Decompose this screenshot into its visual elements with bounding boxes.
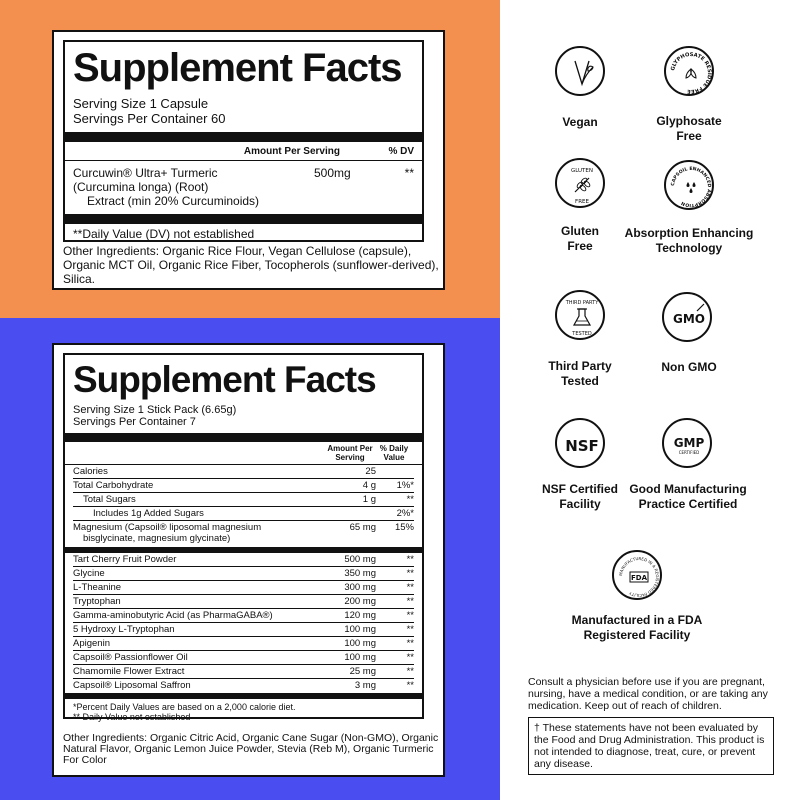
ingredient-row	[73, 623, 414, 637]
ingredient-row	[73, 679, 414, 692]
fda-disclaimer: † These statements have not been evaluated by the Food and Drug Administration. This product is not intended to diagnose, treat, cure, or prevent any disease.	[528, 717, 774, 775]
droplets-icon	[666, 162, 716, 212]
serving-size: Serving Size 1 Capsule	[73, 96, 209, 111]
thin-rule	[65, 160, 422, 161]
ingredient-dv: **	[406, 624, 414, 635]
non-gmo-badge	[662, 292, 712, 342]
footnote: **Daily Value (DV) not established	[73, 227, 255, 241]
ingredient-name: Capsoil® Liposomal Saffron	[73, 680, 191, 691]
glyphosate-label-line1: Glyphosate	[656, 114, 722, 128]
ingredient-dv: **	[404, 166, 414, 180]
nutrient-amount: 4 g	[362, 480, 376, 491]
ingredient-amount: 100 mg	[344, 624, 376, 635]
third-party-label-line2: Tested	[561, 374, 599, 388]
glyphosate-free-badge	[664, 46, 714, 96]
ingredient-row	[73, 166, 414, 208]
gmp-mark: GMP	[673, 436, 705, 450]
ingredient-row	[73, 637, 414, 651]
leaf-pair-icon	[666, 48, 716, 98]
ingredient-dv: **	[406, 666, 414, 677]
nutrient-name: Includes 1g Added Sugars	[93, 508, 204, 519]
gmp-badge	[662, 418, 712, 468]
nsf-label-line2: Facility	[559, 497, 601, 511]
nutrient-name: Total Sugars	[83, 494, 136, 505]
ingredient-row	[73, 665, 414, 679]
nutrient-dv: 2%*	[396, 508, 414, 519]
panel-title: Supplement Facts	[73, 359, 376, 400]
ingredient-amount: 200 mg	[344, 596, 376, 607]
fda-badge	[612, 550, 662, 600]
ingredient-row	[73, 581, 414, 595]
ingredient-name: Tart Cherry Fruit Powder	[73, 554, 177, 565]
nutrient-name: Magnesium (Capsoil® liposomal magnesium	[73, 522, 262, 533]
no-gmo-icon	[664, 294, 714, 344]
fda-icon	[614, 552, 664, 602]
ingredient-dv: **	[406, 638, 414, 649]
ingredient-name-line3: Extract (min 20% Curcuminoids)	[87, 194, 260, 208]
fda-label-line1: Manufactured in a FDA	[571, 613, 703, 627]
amount-header: Amount Per Serving	[243, 146, 340, 157]
nutrient-row	[73, 507, 414, 521]
ingredient-dv: **	[406, 610, 414, 621]
gmp-label	[613, 482, 763, 512]
footnote-dv: *Percent Daily Values are based on a 2,000 calorie diet.	[73, 702, 296, 712]
footnote-not-established: ** Daily Value not established	[73, 712, 191, 722]
ingredient-dv: **	[406, 568, 414, 579]
servings-per-container: Servings Per Container 60	[73, 111, 226, 126]
gmp-label-line1: Good Manufacturing	[629, 482, 747, 496]
gluten-label-line2: Free	[567, 239, 593, 253]
nsf-label-line1: NSF Certified	[541, 482, 618, 496]
gmp-label-line2: Practice Certified	[638, 497, 738, 511]
ingredient-row	[73, 595, 414, 609]
ingredient-row	[73, 609, 414, 623]
wheat-icon	[557, 160, 607, 210]
facts-box	[63, 353, 424, 722]
ring-text: CAPSOIL ENHANCED ABSORPTION	[670, 166, 712, 208]
thick-rule	[65, 214, 422, 224]
nutrient-dv	[382, 466, 414, 477]
ingredient-dv: **	[406, 652, 414, 663]
nutrient-row	[73, 479, 414, 493]
svg-text:CAPSOIL ENHANCED ABSORPTION	[670, 166, 712, 208]
nutrient-amount: 1 g	[362, 494, 376, 505]
nutrient-dv: 1%*	[396, 480, 414, 491]
leaf-icon	[557, 48, 607, 98]
nsf-mark: NSF	[565, 437, 599, 455]
fda-mark: FDA	[630, 574, 648, 582]
amount-header: Amount Per Serving	[327, 444, 373, 462]
ring-text: MANUFACTURED IN A REGISTERED FACILITY	[617, 555, 661, 599]
nsf-icon	[557, 420, 607, 470]
gmo-mark: GMO	[673, 312, 705, 326]
glyphosate-label-line2: Free	[676, 129, 702, 143]
dv-header: % Daily Value	[379, 444, 409, 462]
ingredient-name: Apigenin	[73, 638, 110, 649]
ingredient-name: L-Theanine	[73, 582, 122, 593]
consult-warning: Consult a physician before use if you are pregnant, nursing, have a medical condition, or are taking any medication. Keep out of reach of children.	[528, 676, 768, 712]
ingredient-name: Tryptophan	[73, 596, 121, 607]
ingredient-amount: 500mg	[314, 166, 351, 180]
other-ingredients: Other Ingredients: Organic Citric Acid, Organic Cane Sugar (Non-GMO), Organic Natural Flavor, Organic Lemon Juice Powder, Stevia (Reb M), Organic Turmeric For Color	[63, 732, 439, 766]
ingredient-name: Chamomile Flower Extract	[73, 666, 185, 677]
ingredient-dv: **	[406, 582, 414, 593]
ingredient-amount: 300 mg	[344, 582, 376, 593]
ingredient-name: Glycine	[73, 568, 105, 579]
ingredient-amount: 100 mg	[344, 652, 376, 663]
ring-bottom-text: TESTED	[572, 331, 592, 337]
ingredient-row	[73, 567, 414, 581]
ingredient-name-line2: (Curcumina longa) (Root)	[73, 180, 209, 194]
flask-icon	[557, 292, 607, 342]
ingredient-amount: 500 mg	[344, 554, 376, 565]
supplement-facts-panel-capsule	[52, 30, 445, 290]
vegan-label: Vegan	[562, 115, 598, 129]
servings-per-container: Servings Per Container 7	[73, 416, 196, 428]
fda-label-line2: Registered Facility	[583, 628, 691, 642]
gmp-icon	[664, 420, 714, 470]
other-ingredients: Other Ingredients: Organic Rice Flour, Vegan Cellulose (capsule), Organic MCT Oil, Organic Rice Fiber, Tocopherols (sunflower-derived), Silica.	[63, 244, 439, 286]
ingredient-amount: 3 mg	[354, 680, 376, 691]
nsf-badge	[555, 418, 605, 468]
nutrient-dv: 15%	[394, 522, 414, 533]
ingredient-name: Capsoil® Passionflower Oil	[73, 652, 188, 663]
thick-rule	[65, 433, 422, 442]
ingredient-row	[73, 553, 414, 567]
nutrient-row	[73, 465, 414, 479]
gluten-free-badge	[555, 158, 605, 208]
ingredient-dv: **	[406, 554, 414, 565]
glyphosate-label	[614, 114, 764, 144]
nutrient-amount: 25	[365, 466, 376, 477]
facts-box	[63, 40, 424, 242]
nutrient-amount: 65 mg	[349, 522, 376, 533]
ingredient-amount: 120 mg	[344, 610, 376, 621]
ring-text: GLYPHOSATE RESIDUE FREE	[670, 51, 713, 95]
panel-title: Supplement Facts	[73, 46, 402, 90]
nutrient-amount	[330, 508, 382, 519]
serving-size: Serving Size 1 Stick Pack (6.65g)	[73, 404, 237, 416]
fda-label	[562, 613, 712, 643]
dv-header: % DV	[388, 146, 414, 157]
ingredient-name: Gamma-aminobutyric Acid (as PharmaGABA®)	[73, 610, 273, 621]
ingredient-amount: 350 mg	[344, 568, 376, 579]
absorption-label	[614, 226, 764, 256]
absorption-badge	[664, 160, 714, 210]
absorption-label-line2: Technology	[655, 241, 723, 255]
ingredient-amount: 25 mg	[349, 666, 376, 677]
nutrient-row	[73, 521, 414, 545]
ring-bottom-text: FREE	[575, 199, 589, 205]
nutrient-name-line2: bisglycinate, magnesium glycinate)	[83, 533, 231, 544]
third-party-tested-badge	[555, 290, 605, 340]
gluten-label-line1: Gluten	[561, 224, 599, 238]
ring-top-text: GLUTEN	[570, 168, 594, 174]
ingredient-amount: 100 mg	[344, 638, 376, 649]
nutrient-row	[73, 493, 414, 507]
supplement-facts-panel-stick-pack	[52, 343, 445, 777]
thick-rule	[65, 132, 422, 142]
ingredient-name: 5 Hydroxy L-Tryptophan	[73, 624, 175, 635]
nutrient-name: Total Carbohydrate	[73, 480, 154, 491]
nutrient-name: Calories	[73, 466, 108, 477]
ingredient-dv: **	[406, 680, 414, 691]
vegan-badge	[555, 46, 605, 96]
gmp-sub: CERTIFIED	[678, 450, 700, 455]
ingredient-row	[73, 651, 414, 665]
ingredient-dv: **	[406, 596, 414, 607]
absorption-label-line1: Absorption Enhancing	[624, 226, 754, 240]
ring-top-text: THIRD PARTY	[565, 300, 599, 306]
ingredient-name: Curcuwin® Ultra+ Turmeric	[73, 166, 218, 180]
nutrient-dv: **	[406, 494, 414, 505]
non-gmo-label: Non GMO	[661, 360, 717, 374]
thick-rule	[65, 693, 422, 699]
third-party-label-line1: Third Party	[548, 359, 612, 373]
